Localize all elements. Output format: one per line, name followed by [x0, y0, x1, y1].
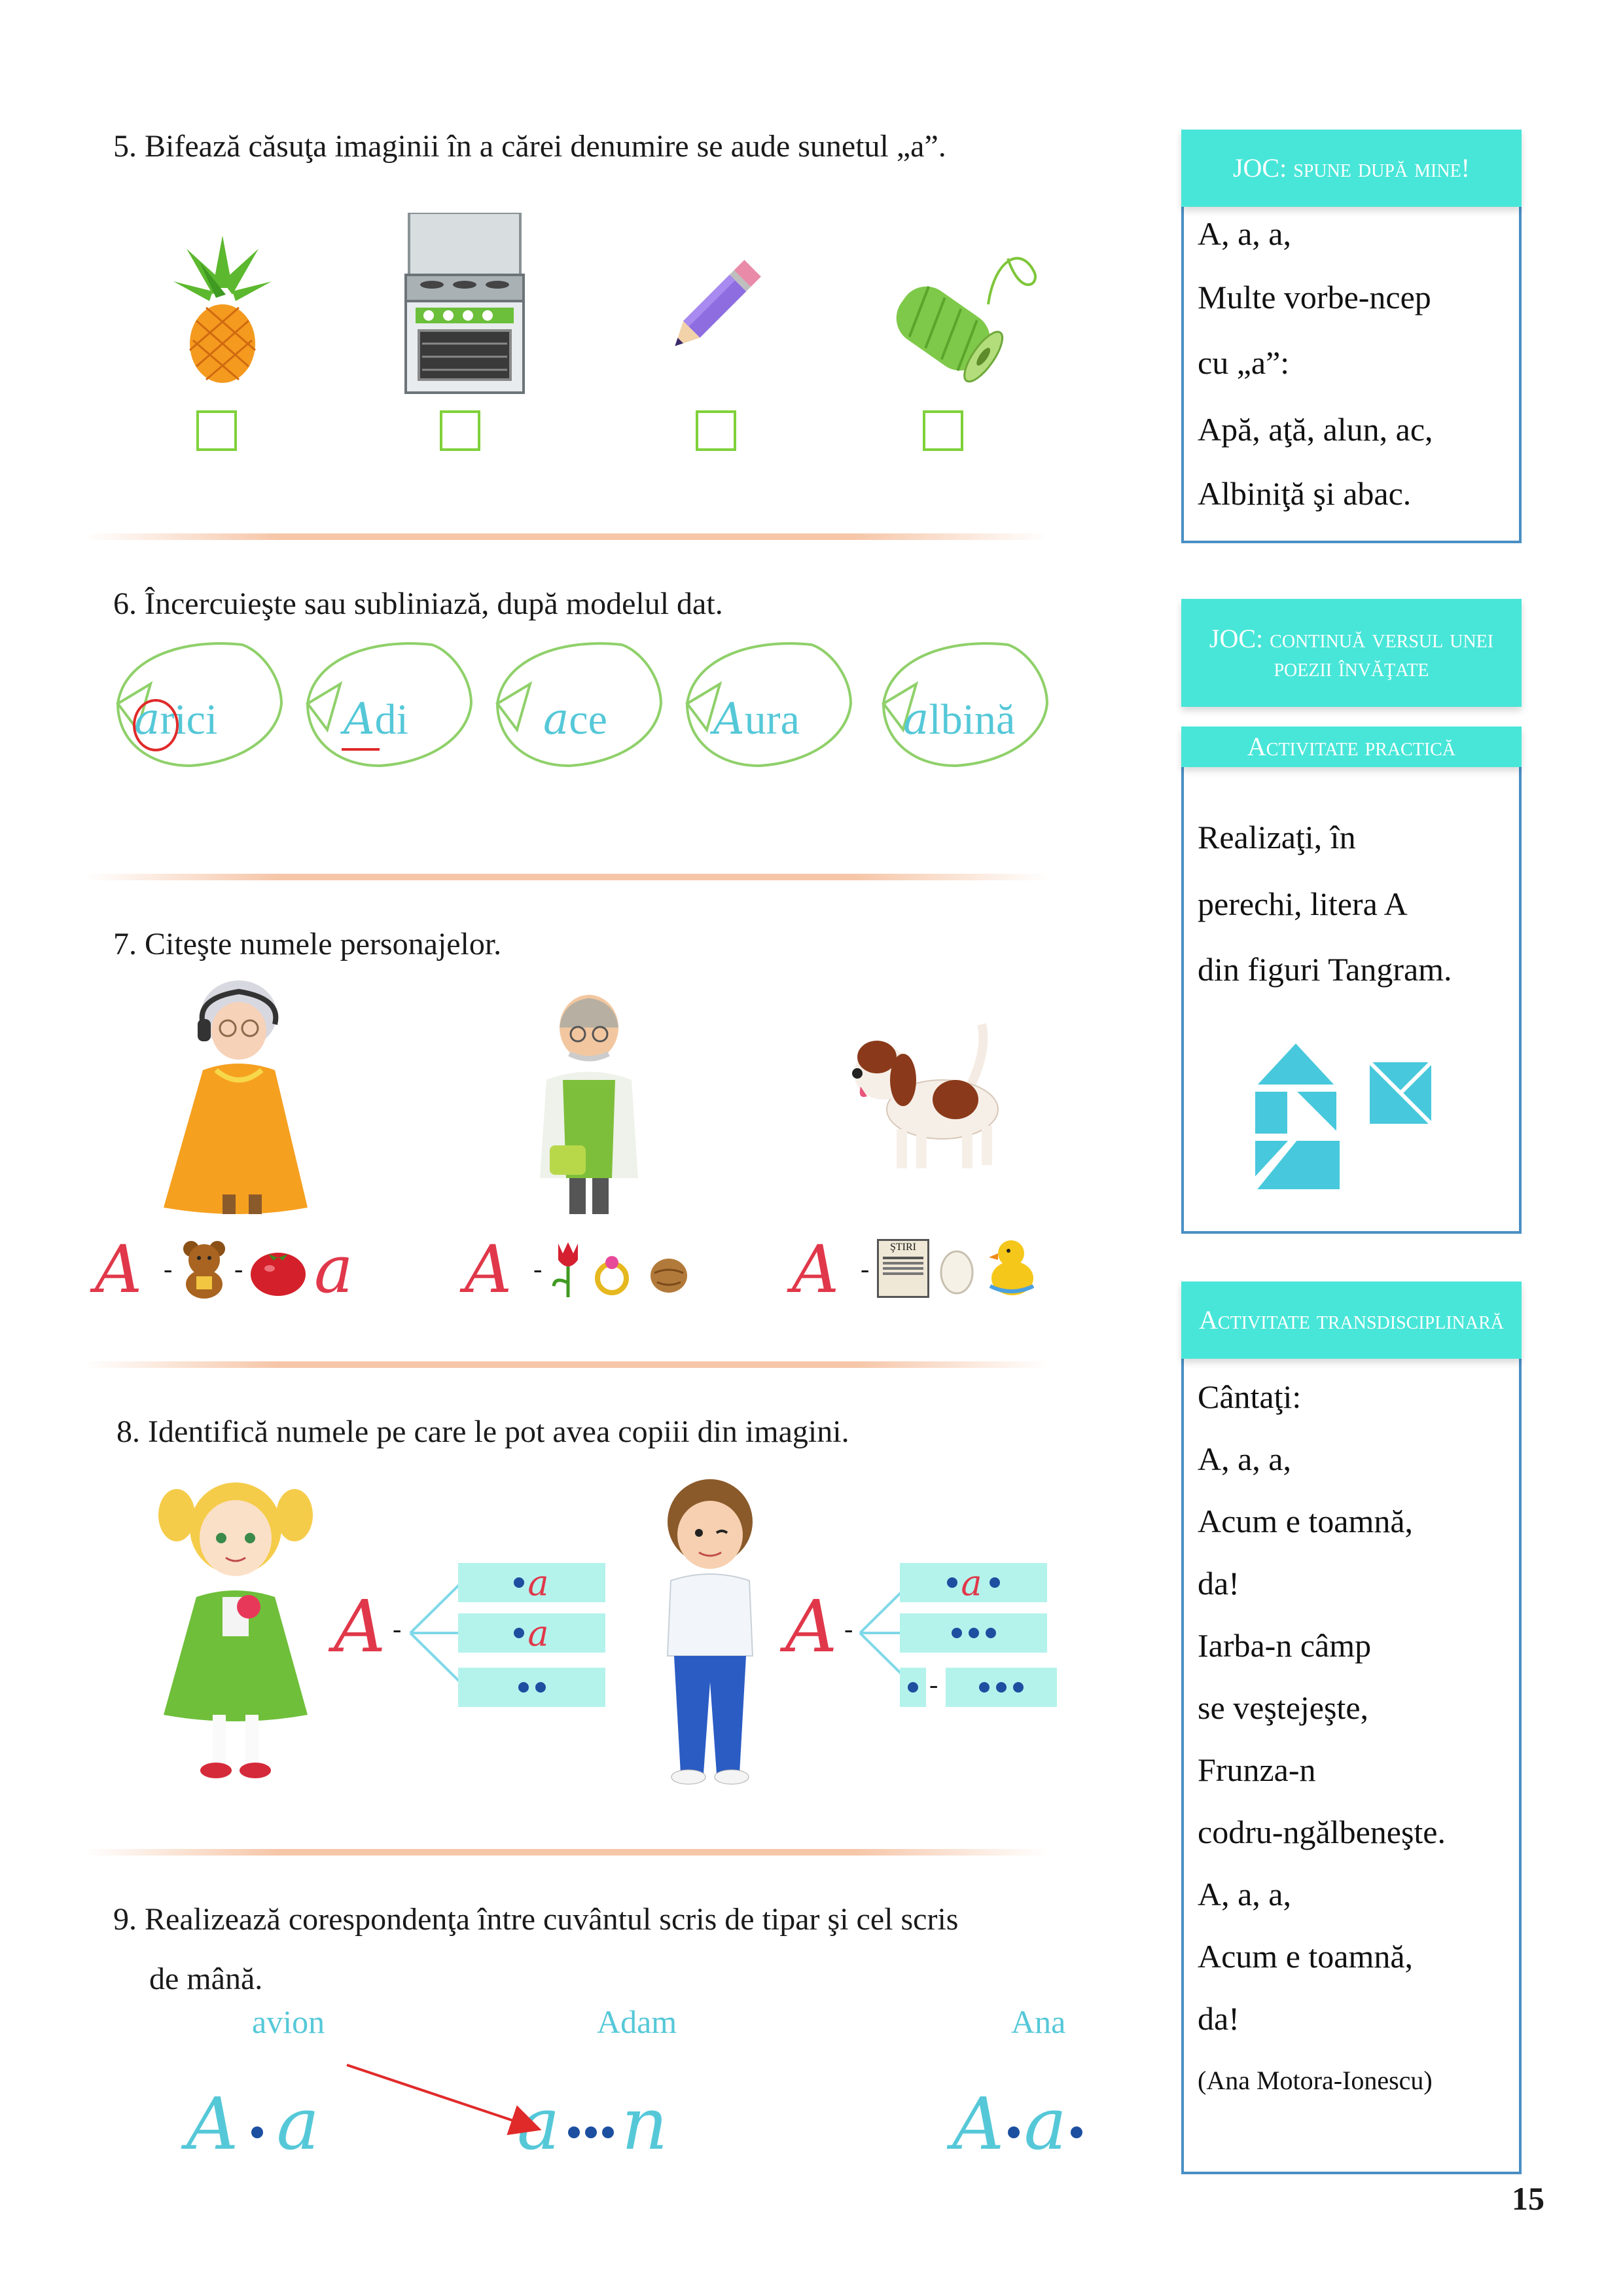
walnut-icon [648, 1253, 690, 1296]
boy-name-slot-3a [900, 1668, 926, 1707]
box4-line-11: da! [1198, 2000, 1240, 2037]
box4-line-3: Acum e toamnă, [1198, 1503, 1414, 1539]
sidebar-heading-1: JOC: spune după mine! [1181, 130, 1522, 207]
sidebar-heading-2: JOC: continuă versul unei poezii învăţate [1181, 599, 1522, 707]
girl-name-slot-3 [458, 1668, 605, 1707]
branch-arrows [409, 1571, 461, 1695]
dash: - [234, 1254, 243, 1283]
boy-image [648, 1473, 772, 1787]
separator [85, 1361, 1047, 1368]
girl-name-slot-1: a [458, 1563, 605, 1602]
box4-line-7: Frunza-n [1198, 1751, 1316, 1788]
box1-line-2: Multe vorbe-ncep [1198, 279, 1431, 315]
cursive-word-3: A a [952, 2085, 1086, 2164]
separator [85, 874, 1047, 880]
rebus-2: A [465, 1231, 512, 1308]
printed-word-adam: Adam [597, 2003, 677, 2040]
box3-line-2: perechi, litera A [1198, 886, 1408, 922]
tulip-icon [548, 1237, 588, 1299]
example-underline [342, 748, 380, 751]
dash: - [164, 1254, 173, 1283]
separator [85, 1849, 1047, 1856]
ring-icon [592, 1253, 632, 1296]
checkbox-pineapple[interactable] [196, 410, 237, 451]
dash: - [393, 1614, 402, 1643]
grandfather-image [507, 982, 664, 1217]
q7-instruction: 7. Citeşte numele personajelor. [113, 927, 502, 961]
box4-line-10: Acum e toamnă, [1198, 1938, 1414, 1975]
dash: - [533, 1254, 543, 1283]
separator [85, 533, 1047, 540]
tomato-icon [249, 1245, 308, 1297]
duckling-icon [985, 1234, 1037, 1299]
checkbox-pencil[interactable] [696, 410, 736, 451]
q9-instruction-line1: 9. Realizează corespondenţa între cuvântul scris de tipar şi cel scris [113, 1902, 959, 1937]
box4-line-6: se veştejeşte, [1198, 1689, 1369, 1726]
leaf-word-aura: Aura [713, 694, 800, 744]
q6-instruction: 6. Încercuieşte sau subliniază, după modelul dat. [113, 586, 723, 621]
dog-image [831, 1011, 1027, 1181]
tangram-figure [1247, 1034, 1450, 1204]
egg-icon [939, 1244, 975, 1296]
q9-instruction-line2: de mână. [149, 1962, 263, 1996]
checkbox-thread[interactable] [923, 410, 963, 451]
box1-line-5: Albiniţă şi abac. [1198, 475, 1412, 512]
box4-line-4: da! [1198, 1565, 1240, 1602]
girl-name-slot-2: a [458, 1613, 605, 1653]
boy-name-slot-1: a [900, 1563, 1047, 1602]
dash: - [861, 1254, 870, 1283]
boy-initial: A [785, 1585, 838, 1668]
box4-line-8: codru-ngălbeneşte. [1198, 1814, 1446, 1850]
q8-instruction: 8. Identifică numele pe care le pot avea copiii din imagini. [116, 1414, 849, 1449]
leaf-word-albina: albină [903, 694, 1016, 744]
box3-line-3: din figuri Tangram. [1198, 951, 1452, 988]
boy-name-slot-2 [900, 1613, 1047, 1653]
dash: - [929, 1670, 938, 1699]
q5-instruction: 5. Bifează căsuţa imaginii în a cărei denumire se aude sunetul „a”. [113, 129, 946, 164]
box4-line-2: A, a, a, [1198, 1441, 1291, 1477]
box1-line-1: A, a, a, [1198, 215, 1291, 252]
rebus-1-end: a [314, 1231, 353, 1308]
girl-image [151, 1466, 321, 1780]
rebus-3: A [792, 1231, 840, 1308]
dash: - [844, 1614, 853, 1643]
grandmother-image [151, 978, 321, 1221]
sidebar-heading-4: Activitate transdisciplinară [1181, 1282, 1522, 1359]
box4-author: (Ana Motora-Ionescu) [1198, 2066, 1433, 2095]
pencil-image [661, 252, 766, 363]
box4-line-5: Iarba-n câmp [1198, 1627, 1372, 1664]
example-arrow [340, 2055, 550, 2140]
leaf-word-arici: arici [134, 694, 218, 744]
page-number: 15 [1512, 2180, 1544, 2217]
printed-word-avion: avion [252, 2003, 325, 2040]
checkbox-stove[interactable] [440, 410, 480, 451]
cursive-word-1: A a [187, 2082, 320, 2166]
leaf-word-adi: Adi [344, 694, 409, 744]
thread-spool-image [870, 232, 1041, 383]
teddy-bear-icon [178, 1237, 230, 1299]
newspaper-icon: ŞTIRI [877, 1239, 929, 1298]
stove-image [402, 213, 527, 396]
girl-initial: A [334, 1585, 386, 1668]
sidebar-heading-3: Activitate practică [1181, 726, 1522, 767]
box4-line-9: A, a, a, [1198, 1876, 1291, 1912]
pineapple-image [173, 236, 272, 383]
box1-line-3: cu „a”: [1198, 344, 1290, 381]
box3-line-1: Realizaţi, în [1198, 819, 1356, 855]
boy-name-slot-3b [946, 1668, 1057, 1707]
rebus-1: A [95, 1231, 143, 1308]
leaf-word-ace: ace [543, 694, 607, 744]
example-circle [133, 699, 179, 751]
printed-word-ana: Ana [1011, 2003, 1066, 2040]
cursive-word-2: a n [517, 2082, 668, 2166]
box1-line-4: Apă, aţă, alun, ac, [1198, 411, 1433, 448]
box4-line-1: Cântaţi: [1198, 1378, 1302, 1415]
